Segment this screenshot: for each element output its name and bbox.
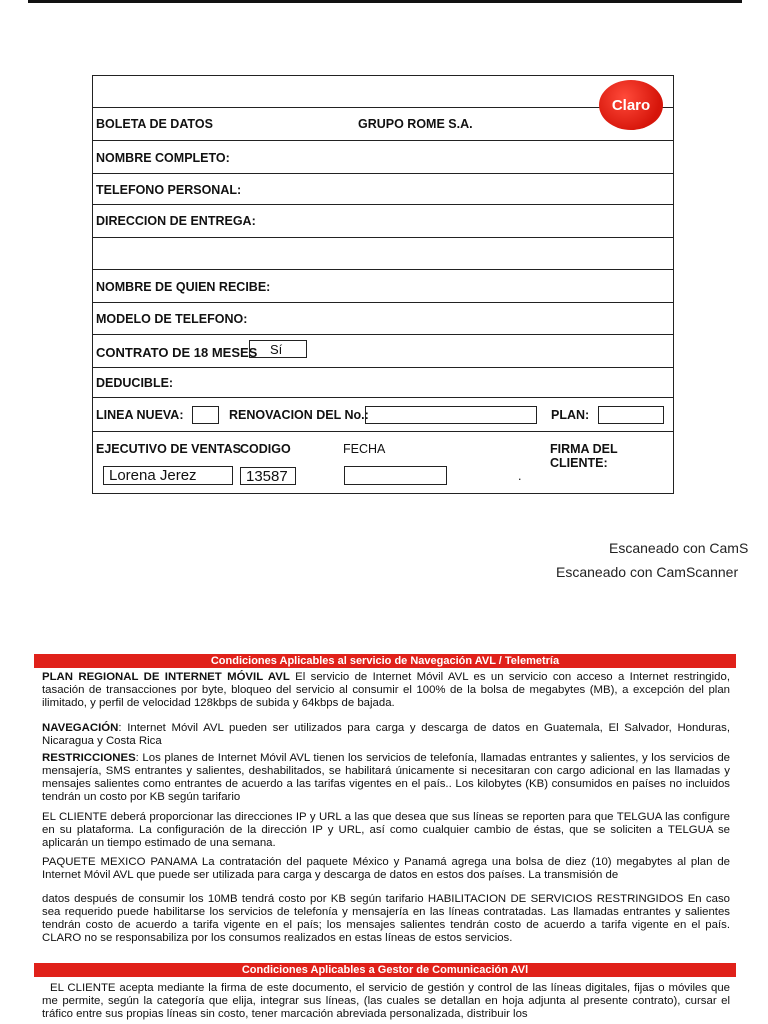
plan-label: PLAN: — [551, 408, 590, 422]
top-border-line — [28, 0, 742, 3]
deducible-label: DEDUCIBLE: — [96, 376, 174, 390]
renovacion-label: RENOVACION DEL No.: — [229, 408, 369, 422]
fecha-label: FECHA — [343, 442, 386, 456]
plan-regional-paragraph — [42, 671, 730, 710]
data-form — [92, 75, 674, 494]
section2-header: Condiciones Aplicables a Gestor de Comunicación AVl — [34, 963, 736, 977]
form-header-row — [93, 108, 673, 141]
ejecutivo-label: EJECUTIVO DE VENTAS — [96, 442, 241, 456]
row-ventas — [93, 432, 673, 493]
scanner-watermark: Escaneado con CamScanner — [556, 564, 739, 580]
firma-dot: . — [518, 469, 522, 483]
codigo-value-box[interactable]: 13587 — [240, 467, 296, 485]
restricciones-paragraph — [42, 752, 730, 804]
direccion-label: DIRECCION DE ENTREGA: — [96, 214, 256, 228]
paquete-paragraph: PAQUETE MEXICO PANAMA La contratación del paquete México y Panamá agrega una bolsa de diez (10) megabytes al plan de Internet Móvil AVL que puede ser utilizada para carga y descarga de datos en estos dos países. La transmisión de — [42, 856, 730, 881]
cliente-paragraph: EL CLIENTE deberá proporcionar las direcciones IP y URL a las que desea que sus líneas se reporten para que TELGUA las configure en su plataforma. La configuración de la dirección IP y URL, así como cualquier cambio de éstas, que se soliciten a TELGUA se aplicarán un tiempo estimado de una semana. — [42, 811, 730, 849]
row-direccion[interactable] — [93, 205, 673, 238]
fecha-value-box[interactable] — [344, 466, 447, 485]
telefono-label: TELEFONO PERSONAL: — [96, 183, 242, 197]
gestor-paragraph: EL CLIENTE acepta mediante la firma de este documento, el servicio de gestión y control de las líneas digitales, fijas o móviles que me permite, según la categoría que elija, integrar sus líneas, (las cuales se detallan en hoja adjunta al presente contrato), cursar el tráfico entre sus propias líneas sin costo, tener marcación abreviada personalizada, distribuir los — [42, 982, 730, 1020]
form-title: BOLETA DE DATOS — [96, 117, 213, 131]
row-quien-recibe[interactable] — [93, 270, 673, 303]
row-nombre[interactable] — [93, 141, 673, 174]
plan-text: El servicio de Internet Móvil AVL es un servicio con acceso a Internet restringido, tasación de transacciones por byte, bloqueo del servicio al consumir el 100% de la bolsa de megabytes (MB), a excepción del plan ilimitado, y perfil de velocidad 128kbps de subida y 64kbps de bajada. — [42, 671, 730, 709]
nombre-label: NOMBRE COMPLETO: — [96, 151, 230, 165]
quien-recibe-label: NOMBRE DE QUIEN RECIBE: — [96, 280, 271, 294]
scanner-watermark-cut: Escaneado con CamS — [609, 540, 749, 554]
form-top-row — [93, 76, 673, 108]
section1-header: Condiciones Aplicables al servicio de Navegación AVL / Telemetría — [34, 654, 736, 668]
contrato-value-box[interactable]: Sí — [249, 340, 307, 358]
claro-logo: Claro — [599, 80, 663, 130]
linea-nueva-label: LINEA NUEVA: — [96, 408, 184, 422]
nav-text: : Internet Móvil AVL pueden ser utilizados para carga y descarga de datos en Guatemala, El Salvador, Honduras, Nicaragua y Costa Rica — [42, 722, 730, 747]
row-modelo[interactable] — [93, 303, 673, 335]
datos-paragraph: datos después de consumir los 10MB tendrá costo por KB según tarifario HABILITACION DE SERVICIOS RESTRINGIDOS En caso sea requerido puede habilitarse los servicios de telefonía y mensajería en las líneas contratadas. Las llamadas entrantes y salientes tendrán costo de acuerdo a tarifa vigente en el país; los mensajes salientes tendrán costo de acuerdo a tarifa vigente en el país. CLARO no se responsabiliza por los consumos realizados en estas líneas de estos servicios. — [42, 893, 730, 944]
renovacion-input[interactable] — [365, 406, 537, 424]
row-telefono[interactable] — [93, 174, 673, 205]
plan-title: PLAN REGIONAL DE INTERNET MÓVIL AVL — [42, 671, 290, 683]
res-text: : Los planes de Internet Móvil AVL tienen los servicios de telefonía, llamadas entrantes y salientes, y los servicios de mensajería, SMS entrantes y salientes, deshabilitados, se habilitará únicamente si necesitaran con cargo adicional en las llamadas y mensajes salientes como entrantes de acuerdo a las tarifas vigentes en el país.. Los kilobytes (KB) consumidos en países no incluidos tendrán un costo por KB según tarifario — [42, 752, 730, 803]
plan-input[interactable] — [598, 406, 664, 424]
firma-label: FIRMA DEL CLIENTE: — [550, 442, 618, 470]
row-linea-plan — [93, 398, 673, 432]
row-deducible[interactable] — [93, 368, 673, 398]
navegacion-paragraph — [42, 722, 730, 748]
linea-nueva-checkbox[interactable] — [192, 406, 219, 424]
modelo-label: MODELO DE TELEFONO: — [96, 312, 248, 326]
company-name: GRUPO ROME S.A. — [358, 117, 473, 131]
res-title: RESTRICCIONES — [42, 752, 136, 764]
row-contrato[interactable] — [93, 335, 673, 368]
contrato-label: CONTRATO DE 18 MESES — [96, 345, 258, 360]
row-direccion-extra[interactable] — [93, 238, 673, 270]
ejecutivo-value-box[interactable]: Lorena Jerez — [103, 466, 233, 485]
nav-title: NAVEGACIÓN — [42, 722, 119, 734]
codigo-label: CODIGO — [240, 442, 291, 456]
